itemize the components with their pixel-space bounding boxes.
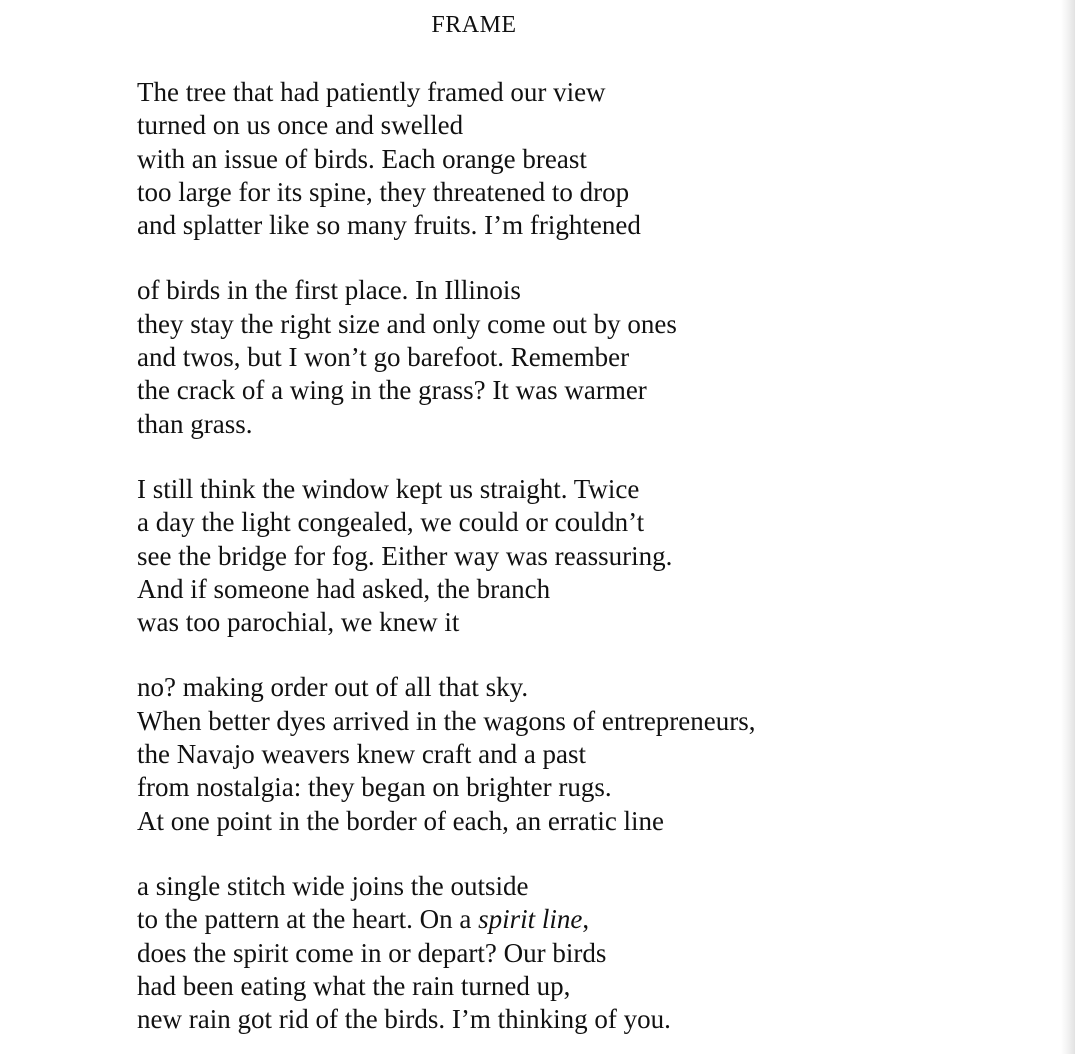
italic-phrase: spirit line [478,904,583,935]
poem-line: no? making order out of all that sky. [137,672,529,703]
poem-line: the Navajo weavers knew craft and a past [137,739,587,770]
poem-line: too large for its spine, they threatened to drop [137,176,630,207]
poem-line: and twos, but I won’t go barefoot. Remember [137,342,630,373]
page-edge-shadow [1061,0,1075,1054]
line-text: to the pattern at the heart. On a [137,904,479,935]
poem-line: I still think the window kept us straight. Twice [137,473,640,504]
poem-line: The tree that had patiently framed our view [137,77,606,107]
stanza-3 [137,473,756,639]
poem-line: was too parochial, we knew it [137,607,460,638]
poem-line: At one point in the border of each, an erratic line [137,805,665,836]
poem-line: from nostalgia: they began on brighter rugs. [137,772,612,803]
poem-body [137,76,756,1054]
poem-line: see the bridge for fog. Either way was reassuring. [137,540,673,571]
stanza-1 [137,76,756,242]
stanza-4 [137,671,756,837]
poem-line: a day the light congealed, we could or couldn’t [137,507,645,538]
line-text: , [582,904,590,935]
poem-line: with an issue of birds. Each orange breast [137,143,587,174]
poem-line: and splatter like so many fruits. I’m frightened [137,210,641,241]
poem-line [137,903,756,936]
poem-line: And if someone had asked, the branch [137,573,551,604]
poem-line: turned on us once and swelled [137,110,464,141]
poem-line: than grass. [137,408,253,439]
poem-line: they stay the right size and only come out by ones [137,308,677,339]
poem-line: the crack of a wing in the grass? It was warmer [137,375,647,406]
poem-line: When better dyes arrived in the wagons of entrepreneurs, [137,705,756,736]
poem-line: of birds in the first place. In Illinois [137,275,521,306]
poem-line: new rain got rid of the birds. I’m thinking of you. [137,1004,671,1035]
stanza-2 [137,274,756,440]
poem-line: a single stitch wide joins the outside [137,870,529,901]
poem-line: does the spirit come in or depart? Our birds [137,937,607,968]
poem-title: FRAME [431,12,517,38]
poem-line: had been eating what the rain turned up, [137,970,571,1001]
stanza-5 [137,870,756,1036]
